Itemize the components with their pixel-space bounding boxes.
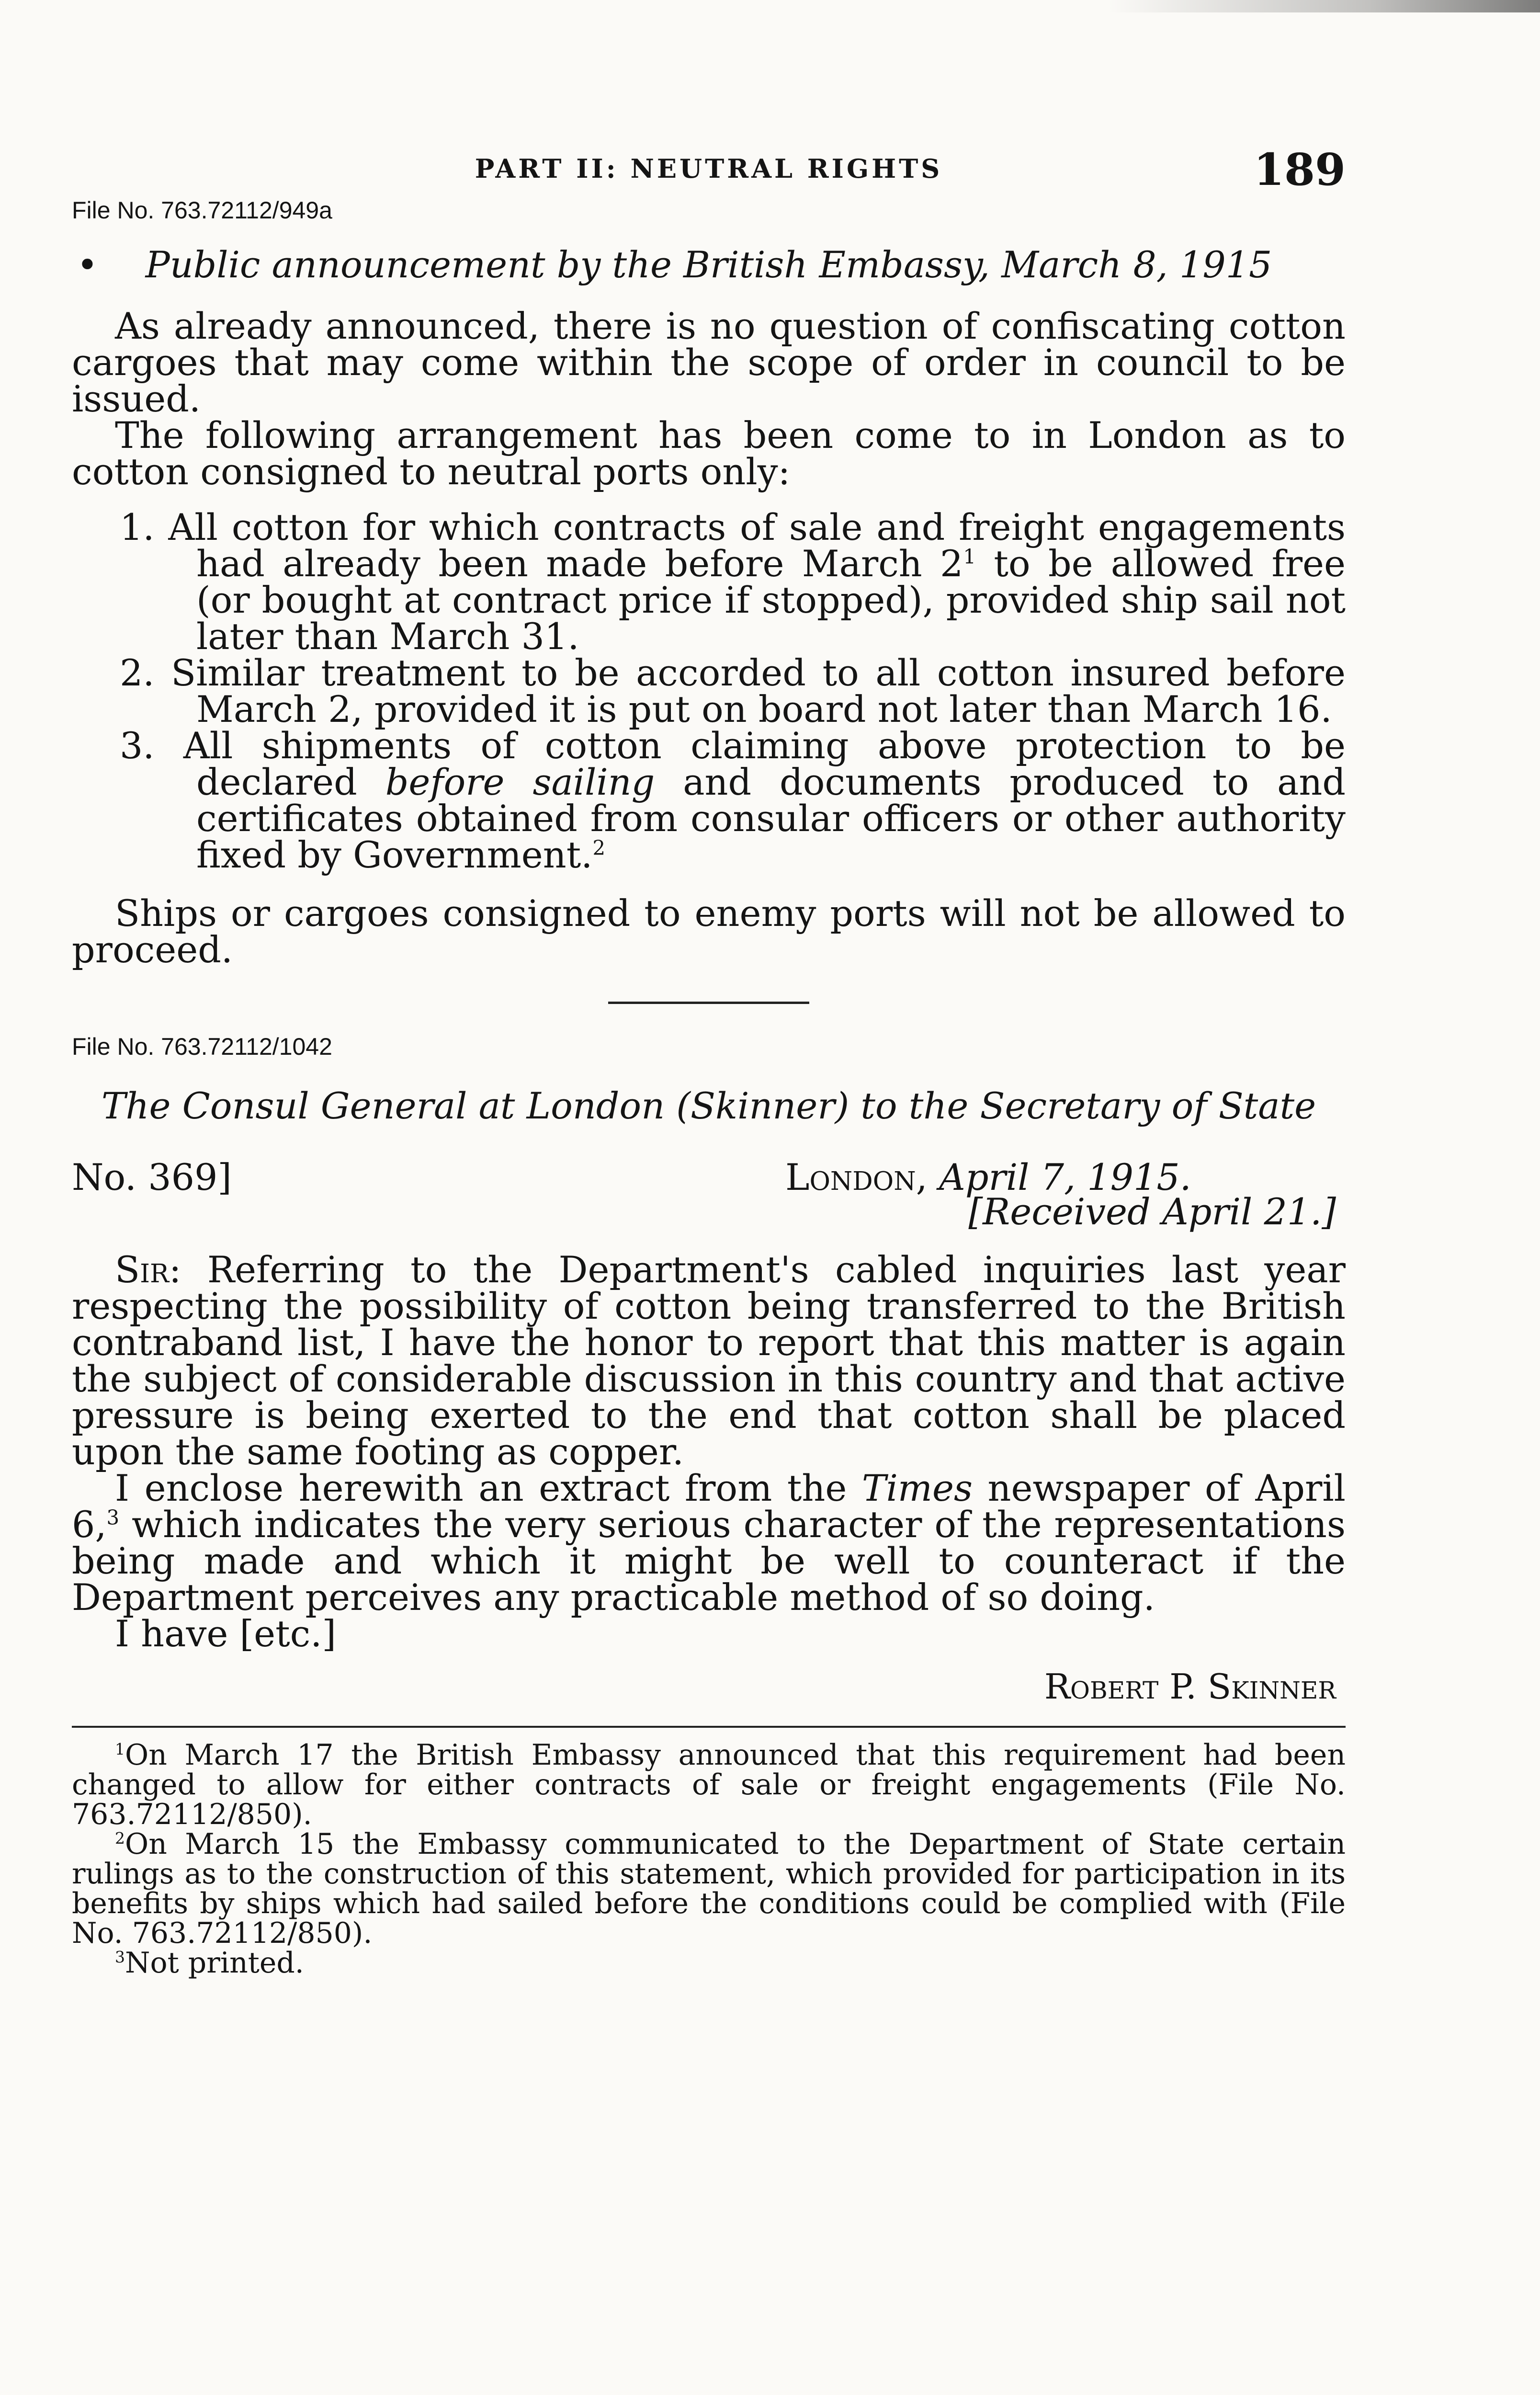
list-number: 3. <box>120 724 155 767</box>
document-page <box>72 144 1346 1978</box>
paragraph: Ships or cargoes consigned to enemy ports will not be allowed to proceed. <box>72 892 1346 971</box>
footnote <box>72 1740 1346 1829</box>
date: April 7, 1915. <box>939 1156 1191 1198</box>
list-number: 1. <box>120 506 155 548</box>
letter-text: newspaper of April 6, <box>72 1467 1346 1546</box>
bullet-mark: • <box>77 243 98 286</box>
letter-text: Referring to the Department's cabled inquiries last year respecting the possibility of cotton being transferred to the British contraband list, I have the honor to report that this matter is again the subject of considerable discussion in this country and that active pressure is being exerted to the end that cotton shall be placed upon the same footing as copper. <box>72 1248 1346 1473</box>
announcement-heading <box>72 243 1346 286</box>
newspaper-name: Times <box>861 1467 973 1509</box>
place: London, <box>785 1156 928 1198</box>
letter-title-text: The Consul General at London ( <box>101 1084 691 1127</box>
footnotes <box>72 1740 1346 1978</box>
letter-body <box>72 1467 1346 1619</box>
announcement-heading-text: Public announcement by the British Embassy, March 8, 1915 <box>145 243 1272 286</box>
scan-edge-shadow <box>1109 0 1540 12</box>
footnote-mark: 1 <box>115 1740 125 1758</box>
list-item <box>72 724 1346 876</box>
list-item <box>72 506 1346 658</box>
salutation: Sir: <box>115 1248 181 1291</box>
paragraph: As already announced, there is no question of confiscating cotton cargoes that may come within the scope of order in council to be issued. <box>72 305 1346 420</box>
signature: Robert P. Skinner <box>1044 1666 1336 1707</box>
footnote-text: On March 15 the Embassy communicated to the Department of State certain rulings as to the construction of this statement, which provided for participation in its benefits by ships which had sailed before the conditions could be complied with (File No. 763.72112/850). <box>72 1827 1346 1950</box>
list-text: Similar treatment to be accorded to all cotton insured before March 2, provided it is put on board not later than March 16. <box>171 651 1346 730</box>
letter-title-name: Skinner <box>690 1084 835 1127</box>
closing: I have [etc.] <box>115 1612 337 1655</box>
list-text: to be allowed free (or bought at contract price if stopped), provided ship sail not later than March 31. <box>196 542 1346 658</box>
page-number: 189 <box>1253 144 1346 195</box>
letter-title <box>72 1084 1346 1127</box>
list-text: and documents produced to and certificates obtained from consular officers or other authority fixed by Government. <box>196 761 1346 876</box>
list-text: All cotton for which contracts of sale and freight engagements had already been made before March 2 <box>168 506 1346 585</box>
letter-text: which indicates the very serious character of the representations being made and which it might be well to counteract if the Department perceives any practicable method of so doing. <box>72 1503 1346 1619</box>
received-date: [Received April 21.] <box>968 1190 1336 1233</box>
paragraph: The following arrangement has been come to in London as to cotton consigned to neutral ports only: <box>72 414 1346 493</box>
list-number: 2. <box>120 651 155 694</box>
footnote-text: Not printed. <box>125 1946 304 1980</box>
footnote-mark: 3 <box>115 1948 125 1966</box>
list-text-italic: before sailing <box>385 761 655 803</box>
running-head: PART II: NEUTRAL RIGHTS <box>475 153 943 184</box>
footnote <box>72 1829 1346 1948</box>
letter-title-text: ) to the Secretary of State <box>835 1084 1316 1127</box>
footnote-ref: 2 <box>592 836 606 860</box>
file-number: File No. 763.72112/949a <box>72 197 332 224</box>
dateline <box>72 1156 1346 1252</box>
footnote-ref: 3 <box>106 1505 120 1529</box>
document-number: No. 369] <box>72 1156 232 1198</box>
arrangement-list <box>72 506 1346 876</box>
file-number: File No. 763.72112/1042 <box>72 1033 332 1060</box>
footnote-ref: 1 <box>963 545 976 569</box>
footnote-rule <box>72 1726 1346 1728</box>
footnote-text: On March 17 the British Embassy announced that this requirement had been changed to allow for either contracts of sale or freight engagements (File No. 763.72112/850). <box>72 1738 1346 1831</box>
list-text: All shipments of cotton claiming above protection to be declared <box>183 724 1346 803</box>
footnote <box>72 1948 1346 1978</box>
section-divider <box>608 1002 809 1004</box>
page-header <box>72 144 1346 196</box>
letter-body <box>72 1248 1346 1473</box>
footnote-mark: 2 <box>115 1829 125 1848</box>
list-item <box>72 651 1346 730</box>
letter-text: I enclose herewith an extract from the <box>115 1467 862 1509</box>
